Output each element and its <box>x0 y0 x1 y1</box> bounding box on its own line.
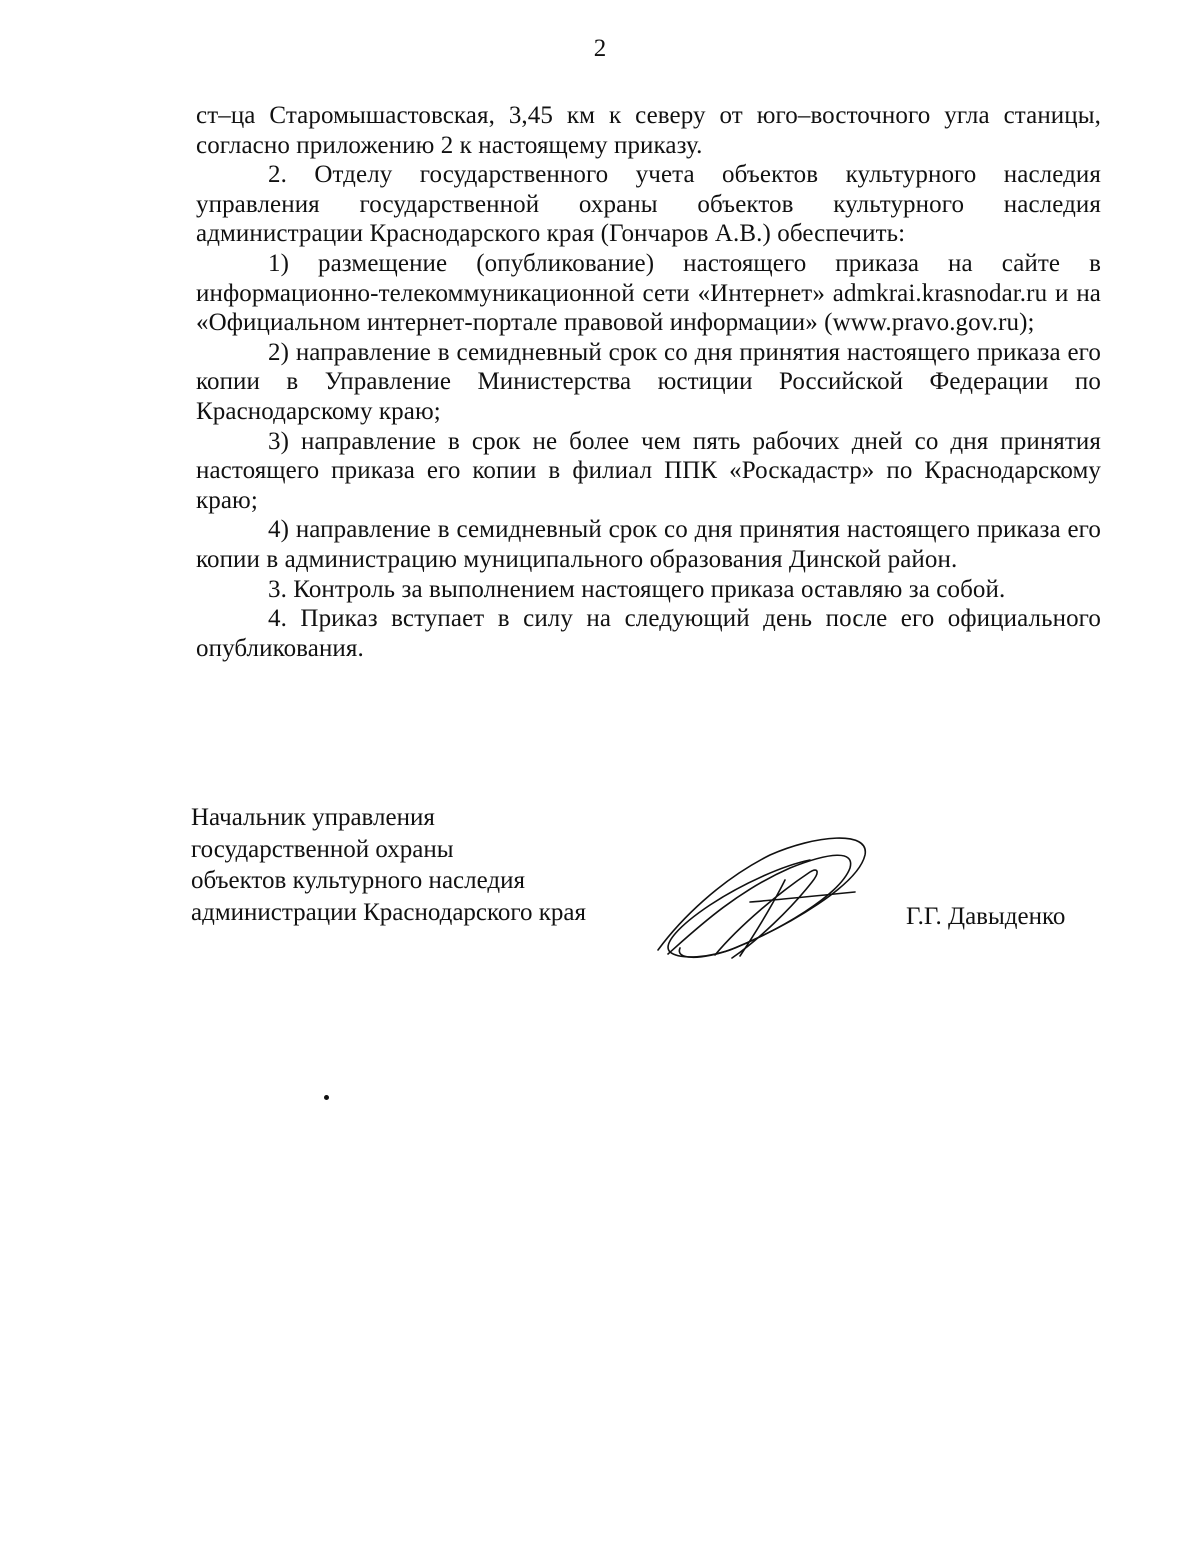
signatory-title-line: государственной охраны <box>191 835 454 863</box>
paragraph-continuation: ст–ца Старомышастовская, 3,45 км к северу от юго–восточного угла станицы, согласно приложению 2 к настоящему приказу. <box>196 102 1101 159</box>
paragraph-subitem-3: 3) направление в срок не более чем пять рабочих дней со дня принятия настоящего приказа его копии в филиал ППК «Роскадастр» по Краснодарскому краю; <box>196 427 1101 514</box>
handwritten-signature <box>640 830 880 970</box>
signatory-title-block <box>191 802 671 928</box>
signatory-title-line: Начальник управления <box>191 804 435 831</box>
paragraph-subitem-1: 1) размещение (опубликование) настоящего приказа на сайте в информационно-телекоммуникационной сети «Интернет» admkrai.krasnodar.ru и на «Официальном интернет-портале правовой информации» (www.pravo.gov.ru); <box>196 249 1101 337</box>
paragraph-item-3: 3. Контроль за выполнением настоящего приказа оставляю за собой. <box>268 575 1006 603</box>
page-number: 2 <box>593 35 607 62</box>
paragraph-item-2: 2. Отделу государственного учета объектов культурного наследия управления государственной охраны объектов культурного наследия администрации Краснодарского края (Гончаров А.В.) обеспечить: <box>196 161 1101 248</box>
paragraph-subitem-4: 4) направление в семидневный срок со дня принятия настоящего приказа его копии в администрацию муниципального образования Динской район. <box>196 516 1101 573</box>
scan-dot <box>324 1095 329 1100</box>
signatory-title-line: администрации Краснодарского края <box>191 898 587 926</box>
signatory-name: Г.Г. Давыденко <box>906 903 1066 930</box>
document-body <box>196 101 1101 663</box>
paragraph-subitem-2: 2) направление в семидневный срок со дня принятия настоящего приказа его копии в Управление Министерства юстиции Российской Федерации по Краснодарскому краю; <box>196 338 1101 425</box>
paragraph-item-4: 4. Приказ вступает в силу на следующий день после его официального опубликования. <box>196 605 1101 662</box>
signatory-title-line: объектов культурного наследия <box>191 867 525 894</box>
